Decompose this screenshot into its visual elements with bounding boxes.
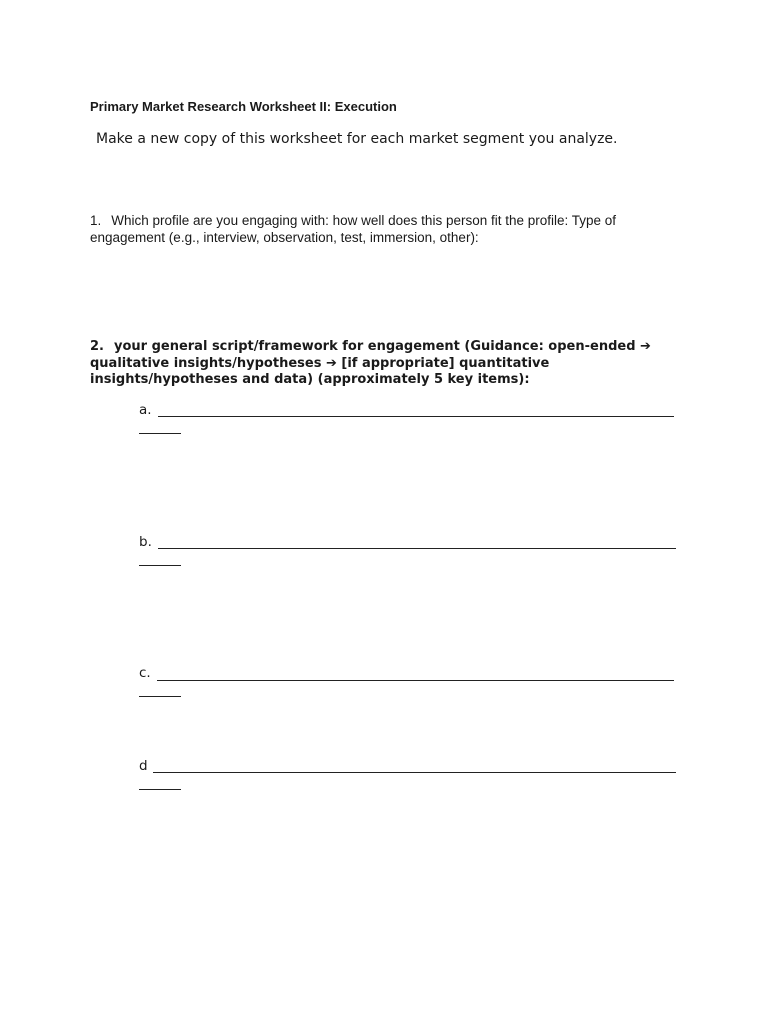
question-1-text: Which profile are you engaging with: how well does this person fit the profile: Type of engagement (e.g., interview, observation, test, immersion, other): <box>90 213 617 245</box>
item-a-answer-line-continuation[interactable] <box>139 433 181 434</box>
question-2-number: 2. <box>90 339 104 354</box>
question-1-number: 1. <box>90 213 102 228</box>
item-a-label: a. <box>139 402 152 418</box>
item-c-label: c. <box>139 665 151 681</box>
question-1 <box>90 212 660 246</box>
item-d-label: d <box>139 758 148 774</box>
item-d-answer-line[interactable] <box>153 772 676 773</box>
item-b-answer-line-continuation[interactable] <box>139 565 181 566</box>
question-2 <box>90 339 690 389</box>
item-a-answer-line[interactable] <box>158 416 674 417</box>
worksheet-title: Primary Market Research Worksheet II: Execution <box>90 99 397 114</box>
item-d-answer-line-continuation[interactable] <box>139 789 181 790</box>
item-b-answer-line[interactable] <box>158 548 676 549</box>
item-c-answer-line[interactable] <box>157 680 674 681</box>
item-b-label: b. <box>139 534 152 550</box>
worksheet-instruction: Make a new copy of this worksheet for each market segment you analyze. <box>96 131 618 147</box>
item-c-answer-line-continuation[interactable] <box>139 696 181 697</box>
question-2-text: your general script/framework for engagement (Guidance: open-ended ➔ qualitative insights/hypotheses ➔ [if appropriate] quantitative insights/hypotheses and data) (approximately 5 key items): <box>90 339 651 387</box>
